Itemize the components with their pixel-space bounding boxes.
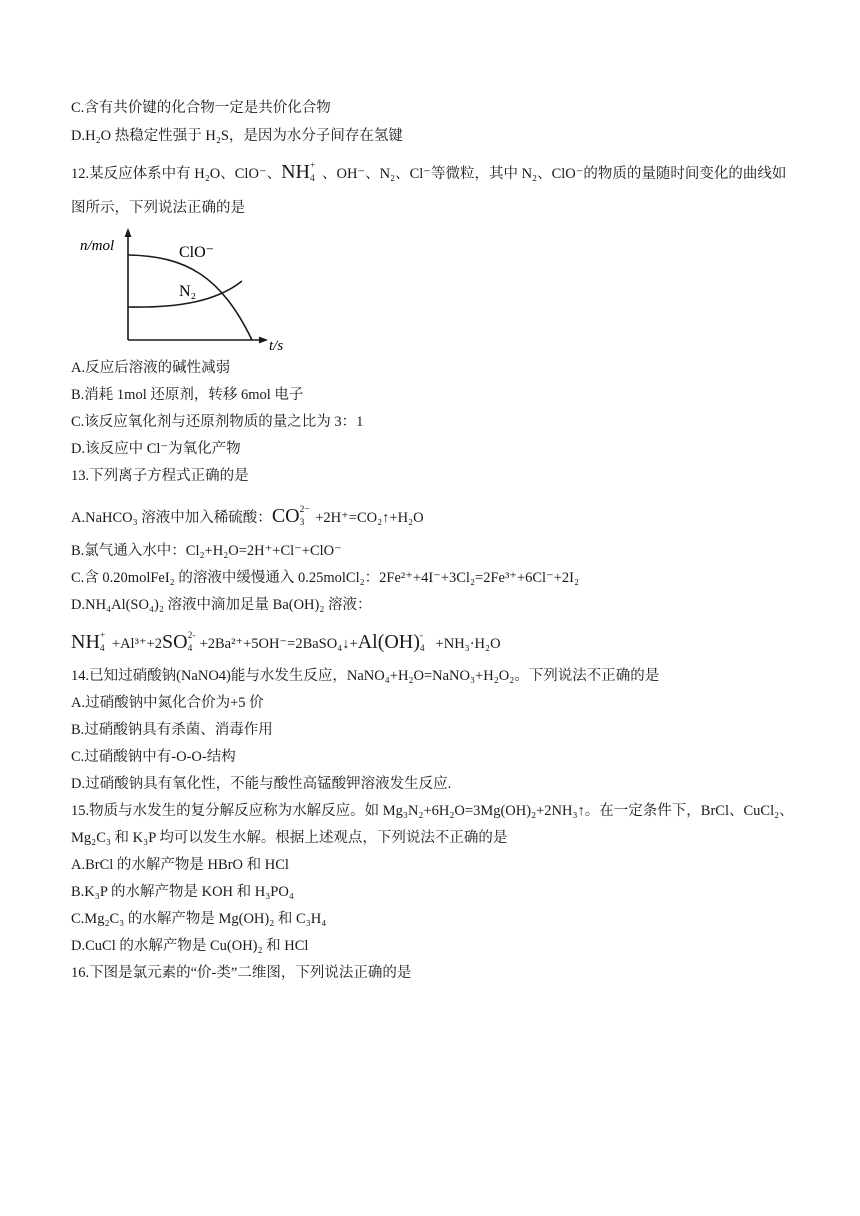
q12-option-b: B.消耗 1mol 还原剂，转移 6mol 电子 <box>71 387 304 403</box>
q12-option-c: C.该反应氧化剂与还原剂物质的量之比为 3：1 <box>71 414 364 430</box>
q12-option-d: D.该反应中 Cl⁻为氧化产物 <box>71 441 241 457</box>
q12-option-a: A.反应后溶液的碱性减弱 <box>71 360 231 376</box>
q13d-equation <box>71 630 501 654</box>
q15-stem-line2: Mg₂C₃ 和 K₃P 均可以发生水解。根据上述观点，下列说法不正确的是 <box>71 830 508 846</box>
q13-option-c: C.含 0.20molFeI₂ 的溶液中缓慢通入 0.25molCl₂：2Fe²⁺+4I⁻+3Cl₂=2Fe³⁺+6Cl⁻+2I₂ <box>71 570 580 586</box>
q14-stem: 14.已知过硝酸钠(NaNO4)能与水发生反应，NaNO₄+H₂O=NaNO₃+H₂O₂。下列说法不正确的是 <box>71 668 660 684</box>
q12-stem-part2: 、OH⁻、N₂、Cl⁻等微粒，其中 N₂、ClO⁻的物质的量随时间变化的曲线如 <box>321 166 787 182</box>
q12-nh4-formula: NH <box>281 161 310 183</box>
q13d-nh4-charge: + 4 <box>99 631 106 654</box>
q13d-so4-charge: 2- 4 <box>187 631 196 654</box>
q15-option-b: B.K₃P 的水解产物是 KOH 和 H₃PO₄ <box>71 884 294 900</box>
q13-option-a <box>71 504 424 528</box>
q13a-text: A.NaHCO₃ 溶液中加入稀硫酸： <box>71 510 272 526</box>
q12-nh4-charge: + 4 <box>309 161 316 184</box>
x-axis-label: t/s <box>269 338 284 354</box>
q13d-eq-part2: +2Ba²⁺+5OH⁻=2BaSO₄↓+ <box>199 636 358 652</box>
q13a-equation: +2H⁺=CO₂↑+H₂O <box>311 510 424 526</box>
q12-stem-part1: 12.某反应体系中有 H₂O、ClO⁻、 <box>71 166 282 182</box>
q15-option-a: A.BrCl 的水解产物是 HBrO 和 HCl <box>71 857 289 873</box>
q13d-aloh4-formula: Al(OH) <box>357 631 420 653</box>
q13d-aloh4-charge: - 4 <box>419 631 425 654</box>
q15-stem-line1: 15.物质与水发生的复分解反应称为水解反应。如 Mg₃N₂+6H₂O=3Mg(OH)₂+2NH₃↑。在一定条件下，BrCl、CuCl₂、 <box>71 803 794 819</box>
q14-option-c: C.过硝酸钠中有-O-O-结构 <box>71 749 236 765</box>
x-axis-arrow <box>259 337 268 344</box>
q13-option-d: D.NH₄Al(SO₄)₂ 溶液中滴加足量 Ba(OH)₂ 溶液： <box>71 597 372 613</box>
q13d-so4-formula: SO <box>162 631 188 653</box>
q12-stem-line1 <box>71 160 786 184</box>
y-axis-label: n/mol <box>80 238 115 254</box>
q11-option-d: D.H₂O 热稳定性强于 H₂S，是因为水分子间存在氢键 <box>71 128 403 144</box>
n2-curve-label: N₂ <box>179 283 197 300</box>
q11-option-c: C.含有共价键的化合物一定是共价化合物 <box>71 100 331 116</box>
q12-amount-time-graph <box>76 226 296 356</box>
q16-stem: 16.下图是氯元素的“价-类”二维图，下列说法正确的是 <box>71 965 412 981</box>
q12-stem-line2: 图所示，下列说法正确的是 <box>71 200 245 216</box>
q13a-co3-formula: CO <box>271 505 300 527</box>
q13d-eq-part1: +Al³⁺+2 <box>111 636 162 652</box>
clo-curve-label: ClO⁻ <box>179 244 215 261</box>
q13d-eq-part3: +NH₃·H₂O <box>431 636 501 652</box>
q13-option-b: B.氯气通入水中：Cl₂+H₂O=2H⁺+Cl⁻+ClO⁻ <box>71 543 342 559</box>
q13a-co3-charge: 2− 3 <box>299 505 310 528</box>
q15-option-c: C.Mg₂C₃ 的水解产物是 Mg(OH)₂ 和 C₃H₄ <box>71 911 327 927</box>
q14-option-b: B.过硝酸钠具有杀菌、消毒作用 <box>71 722 273 738</box>
q14-option-a: A.过硝酸钠中氮化合价为+5 价 <box>71 695 264 711</box>
q15-option-d: D.CuCl 的水解产物是 Cu(OH)₂ 和 HCl <box>71 938 309 954</box>
q13d-nh4-formula: NH <box>71 631 100 653</box>
q13-stem: 13.下列离子方程式正确的是 <box>71 468 249 484</box>
q14-option-d: D.过硝酸钠具有氧化性，不能与酸性高锰酸钾溶液发生反应. <box>71 776 452 792</box>
y-axis-arrow <box>125 228 132 237</box>
